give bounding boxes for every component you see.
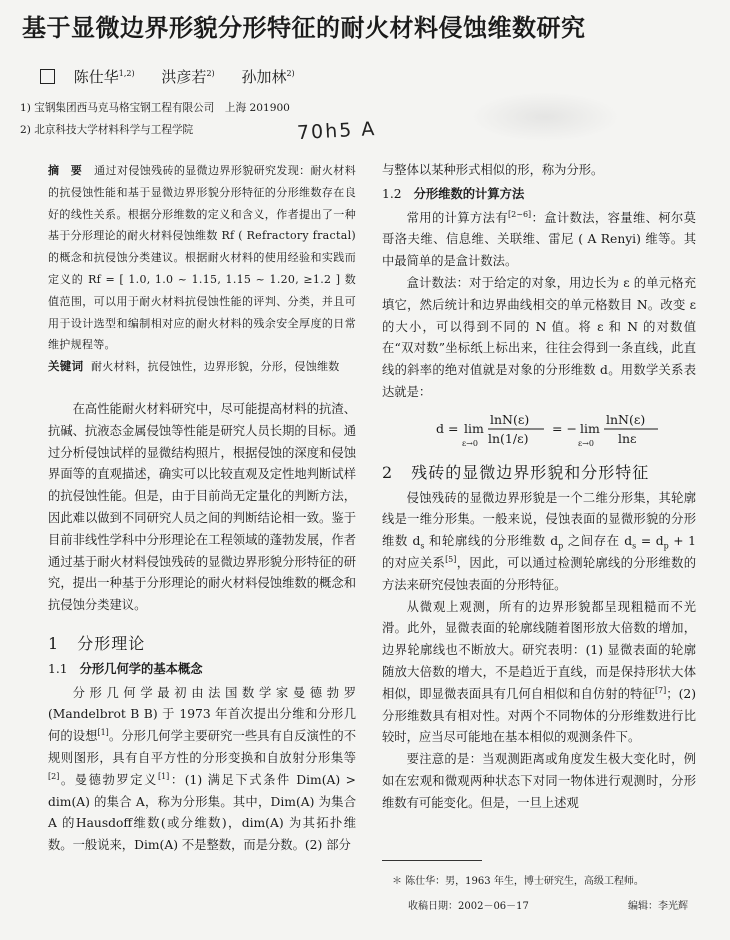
footnote-received-date: 收稿日期：2002－06－17 <box>408 901 529 912</box>
keywords-label: 关键词 <box>48 359 84 374</box>
section-2-paragraph-3: 要注意的是：当观测距离或角度发生极大变化时，例如在宏观和微观两种状态下对同一物体进行观测时，分形维数有可能变化。但是，一旦上述观 <box>382 752 696 810</box>
section-2-paragraph-2: 从微观上观测，所有的边界形貌都呈现粗糙而不光滑。此外，显微表面的轮廓线随着图形放大倍数的增加，边界轮廓线也不断放大。研究表明：(1) 显微表面的轮廓随放大倍数的增大，不是趋近于直线，而是保持形状大体相似，即显微表面具有几何自相似和自仿射的特征[7]；(2) 分形维数具有相对性。对两个不同物体的分形维数进行比较时，应当尽可能地在基本相似的观测条件下。 <box>382 599 696 745</box>
footnote-rule <box>382 860 482 861</box>
affiliation-1: 1) 宝钢集团西马克马格宝钢工程有限公司 上海 201900 <box>20 102 290 114</box>
abstract-text: 通过对侵蚀残砖的显微边界形貌研究发现：耐火材料的抗侵蚀性能和基于显微边界形貌分形特征的分形维数存在良好的线性关系。根据分形维数的定义和含义，作者提出了一种基于分形理论的耐火材料侵蚀维数 Rf ( Refractory fractal) 的概念和抗侵蚀分类建议。根据耐火材料的使用经验和实践而定义的 Rf = [ 1.0, 1.0 ~ 1.15, 1.15 ~ 1.20, ≥1.2 ] 数值范围，可以用于耐火材料抗侵蚀性能的评判、分类，并且可用于设计选型和编制相对应的耐火材料的残余安全厚度的日常维护规程等。 <box>48 164 356 352</box>
affiliation-2: 2) 北京科技大学材料科学与工程学院 <box>20 124 194 136</box>
left-column <box>48 160 356 857</box>
formula-lim-1-sub: ε→0 <box>462 438 478 448</box>
footnote-editor: 编辑：李光辉 <box>628 901 688 912</box>
intro-paragraph: 在高性能耐火材料研究中，尽可能提高材料的抗渣、抗碱、抗液态金属侵蚀等性能是研究人员长期的目标。通过分析侵蚀试样的显微结构照片，根据侵蚀的深度和侵蚀界面等的直观描述，确实可以比较直观及定性地判断试样的抗侵蚀性能。但是，由于目前尚无定量化的判断方法，因此难以做到不同研究人员之间的判断结论相一致。鉴于目前非线性学科中分形理论在工程领域的蓬勃发展，作者通过基于耐火材料侵蚀残砖的显微边界形貌分形特征的研究，提出一种基于分形理论的耐火材料侵蚀维数的概念和抗侵蚀分类建议。 <box>48 401 356 613</box>
formula-num-1: lnN(ε) <box>490 411 530 427</box>
author-3: 孙加林$^{2)}$ <box>241 68 295 86</box>
section-1-1-heading: 1.1 分形几何学的基本概念 <box>48 661 203 676</box>
formula-den-2: lnε <box>618 430 637 446</box>
keywords-text: 耐火材料，抗侵蚀性，边界形貌，分形，侵蚀维数 <box>91 360 340 374</box>
author-line <box>40 66 317 87</box>
section-2-heading: 2 残砖的显微边界形貌和分形特征 <box>382 462 650 482</box>
formula-den-1: ln(1/ε) <box>488 430 529 446</box>
formula-lim-2-sub: ε→0 <box>578 438 594 448</box>
abstract <box>48 160 356 378</box>
formula-eq: = − <box>552 420 577 436</box>
scan-smudge <box>470 92 620 142</box>
formula-lhs: d = <box>436 420 459 436</box>
section-1-heading: 1 分形理论 <box>48 633 146 653</box>
formula-svg <box>382 404 696 456</box>
fractal-dimension-formula <box>382 404 696 456</box>
section-1-2-paragraph-1: 常用的计算方法有[2~6]：盒计数法，容量维、柯尔莫哥洛夫维、信息维、关联维、雷尼 ( A Renyi) 维等。其中最简单的是盒计数法。 <box>382 209 696 269</box>
formula-lim-2: lim <box>580 420 600 436</box>
right-column <box>382 160 696 815</box>
section-1-2-paragraph-2: 盒计数法：对于给定的对象，用边长为 ε 的单元格充填它，然后统计和边界曲线相交的单元格数目 N。改变 ε 的大小，可以得到不同的 N 值。将 ε 和 N 的对数值在“双对数”坐标纸上标出来，往往会得到一条直线，此直线的斜率的绝对值就是对象的分形维数 d。用数学关系表达就是： <box>382 275 696 399</box>
checkbox-square-icon <box>40 69 55 84</box>
section-1-1-continued: 与整体以某种形式相似的形，称为分形。 <box>382 163 604 177</box>
footnote-author: ＊ 陈仕华：男，1963 年生，博士研究生，高级工程师。 <box>392 876 644 887</box>
abstract-label: 摘 要 <box>48 164 83 177</box>
paper-title: 基于显微边界形貌分形特征的耐火材料侵蚀维数研究 <box>22 14 586 42</box>
author-2: 洪彦若$^{2)}$ <box>161 68 215 86</box>
handwritten-stamp: 70h5 A <box>296 117 377 145</box>
section-1-2-heading: 1.2 分形维数的计算方法 <box>382 186 525 201</box>
formula-num-2: lnN(ε) <box>606 411 646 427</box>
section-2-paragraph-1: 侵蚀残砖的显微边界形貌是一个二维分形集，其轮廓线是一维分形集。一般来说，侵蚀表面的显微形貌的分形维数 $d_s$ 和轮廓线的分形维数 $d_p$ 之间存在 $d_s = d_p + 1$ 的对应关系[5]，因此，可以通过检测轮廓线的分形维数的方法来研究侵蚀表面的分形特征。 <box>382 490 696 592</box>
formula-lim-1: lim <box>464 420 484 436</box>
section-1-1-paragraph: 分形几何学最初由法国数学家曼德勃罗 (Mandelbrot B B) 于 1973 年首次提出分维和分形几何的设想[1]。分形几何学主要研究一些具有自反演性的不规则图形，具有自平方性的分形变换和自放射分形集等[2]。曼德勃罗定义[1]：(1) 满足下式条件 Dim(A) > dim(A) 的集合 A，称为分形集。其中，Dim(A) 为集合 A 的Hausdoff维数(或分维数)，dim(A) 为其拓扑维数。一般说来，Dim(A) 不是整数，而是分数。(2) 部分 <box>48 685 356 853</box>
author-1: 陈仕华$^{1,2)}$ <box>73 68 135 86</box>
